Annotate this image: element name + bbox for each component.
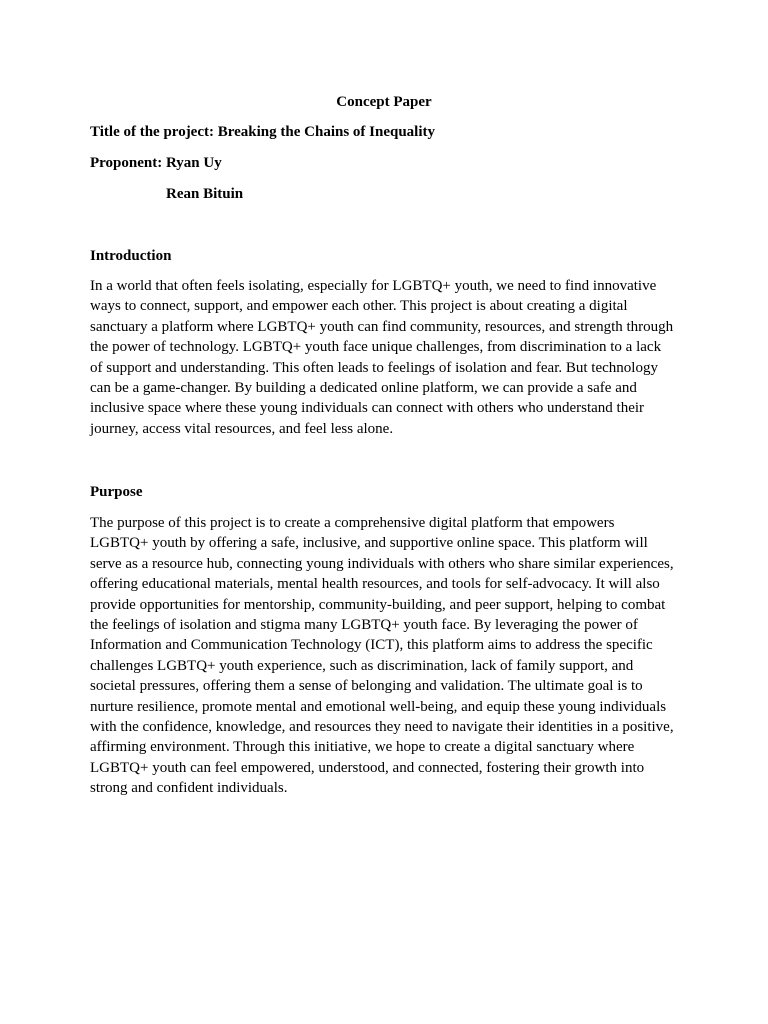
project-title: Title of the project: Breaking the Chains of Inequality <box>90 124 436 140</box>
paragraph-line: Information and Communication Technology (ICT), this platform aims to address the specific <box>90 637 653 654</box>
paragraph-line: LGBTQ+ youth by offering a safe, inclusive, and supportive online space. This platform will <box>90 535 648 552</box>
proponent-line: Proponent: Ryan Uy <box>90 155 222 171</box>
paragraph-line: can be a game-changer. By building a dedicated online platform, we can provide a safe and <box>90 380 637 397</box>
paragraph-line: with the confidence, knowledge, and resources they need to navigate their identities in a positive, <box>90 719 674 736</box>
paragraph-line: sanctuary a platform where LGBTQ+ youth can find community, resources, and strength through <box>90 318 674 335</box>
introduction-paragraph <box>90 276 680 439</box>
paragraph-line: In a world that often feels isolating, especially for LGBTQ+ youth, we need to find innovative <box>90 278 657 294</box>
paragraph-line: serve as a resource hub, connecting young individuals with others who share similar experiences, <box>90 555 674 572</box>
paragraph-line: The purpose of this project is to create a comprehensive digital platform that empowers <box>90 515 615 531</box>
paragraph-line: journey, access vital resources, and feel less alone. <box>90 420 394 437</box>
proponent-second-name: Rean Bituin <box>166 186 244 202</box>
document-heading: Concept Paper <box>336 94 432 110</box>
paragraph-line: nurture resilience, promote mental and emotional well-being, and equip these young individuals <box>90 698 667 715</box>
paragraph-line: offering educational materials, mental health resources, and tools for self-advocacy. It will also <box>90 576 660 593</box>
paragraph-line: the power of technology. LGBTQ+ youth face unique challenges, from discrimination to a lack <box>90 339 662 356</box>
paragraph-line: affirming environment. Through this initiative, we hope to create a digital sanctuary where <box>90 739 635 756</box>
paragraph-line: challenges LGBTQ+ youth experience, such as discrimination, lack of family support, and <box>90 657 634 674</box>
paragraph-line: provide opportunities for mentorship, community-building, and peer support, helping to combat <box>90 596 666 613</box>
purpose-heading: Purpose <box>90 484 143 500</box>
paragraph-line: of support and understanding. This often leads to feelings of isolation and fear. But technology <box>90 359 658 376</box>
paragraph-line: the feelings of isolation and stigma many LGBTQ+ youth face. By leveraging the power of <box>90 617 638 634</box>
paragraph-line: inclusive space where these young individuals can connect with others who understand their <box>90 400 645 417</box>
paragraph-line: ways to connect, support, and empower each other. This project is about creating a digital <box>90 298 628 315</box>
paragraph-line: LGBTQ+ youth can feel empowered, understood, and connected, fostering their growth into <box>90 759 645 776</box>
introduction-heading: Introduction <box>90 248 172 264</box>
purpose-paragraph <box>90 513 680 799</box>
paragraph-line: societal pressures, offering them a sense of belonging and validation. The ultimate goal is to <box>90 678 643 695</box>
paragraph-line: strong and confident individuals. <box>90 780 288 797</box>
